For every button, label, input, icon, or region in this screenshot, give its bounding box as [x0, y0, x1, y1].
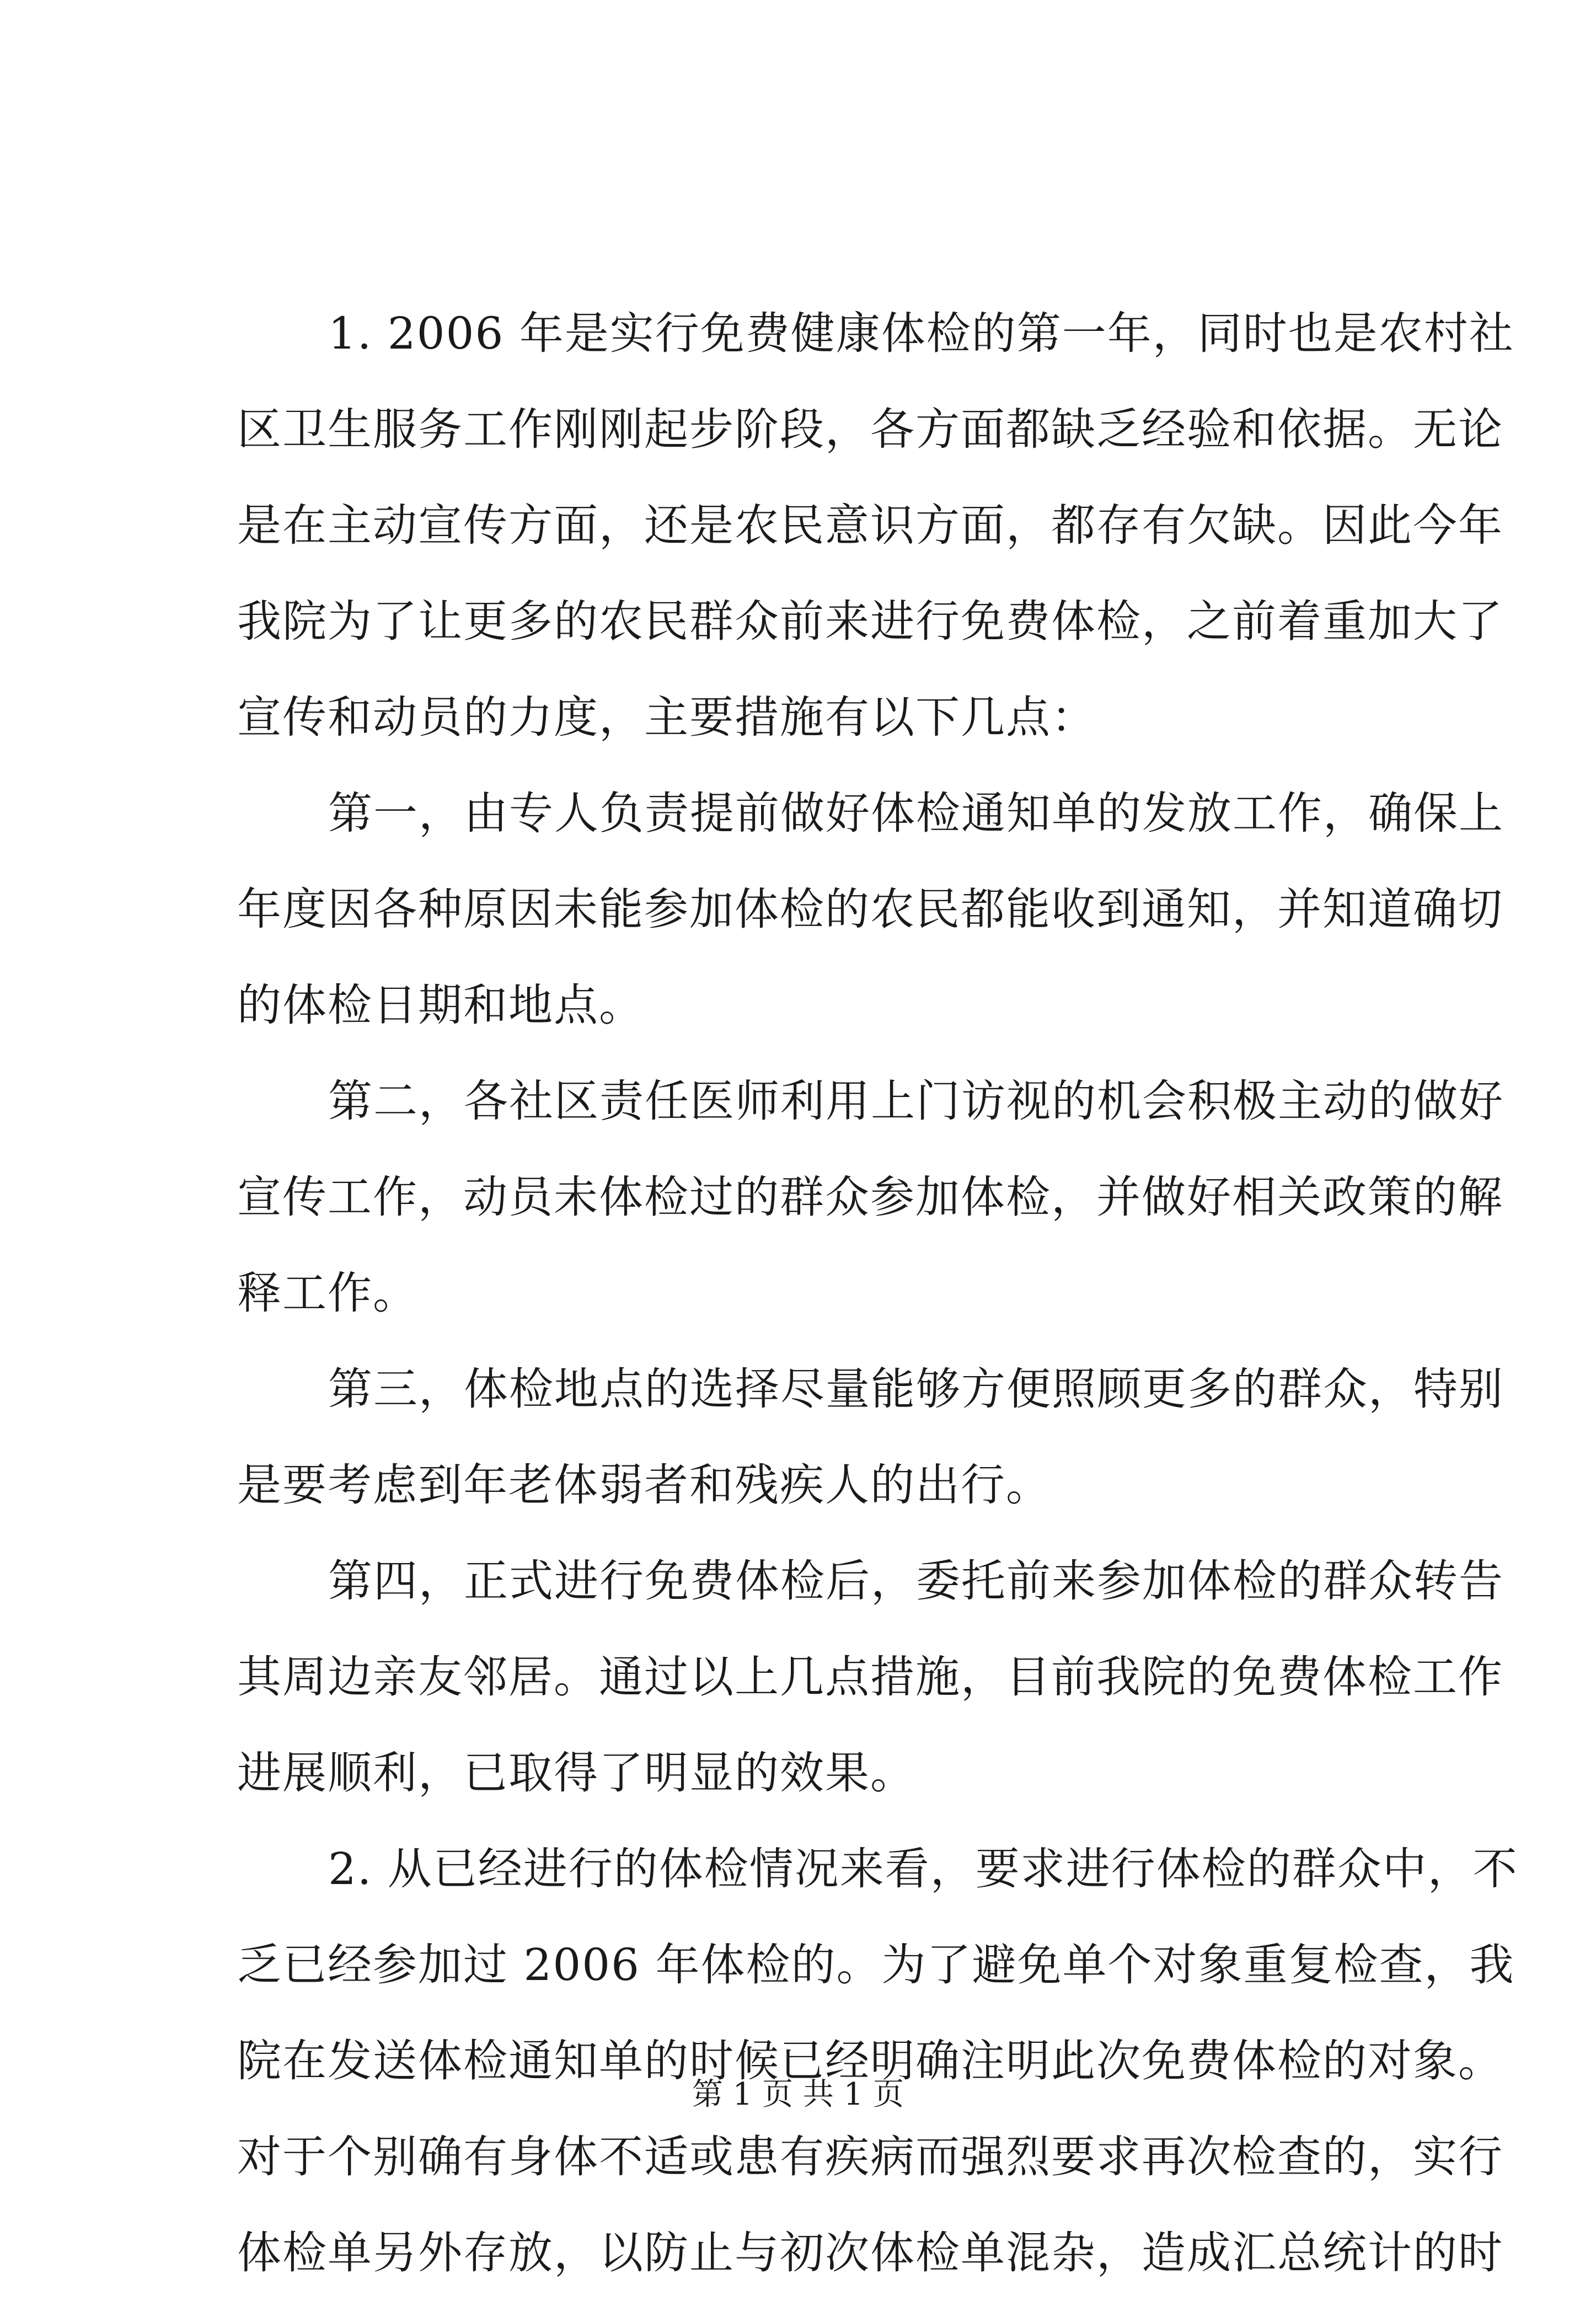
text-line: 院在发送体检通知单的时候已经明确注明此次免费体检的对象。 — [237, 2035, 1503, 2086]
text-line: 体检单另外存放，以防止与初次体检单混杂，造成汇总统计的时 — [237, 2227, 1503, 2278]
text-line: 第一，由专人负责提前做好体检通知单的发放工作，确保上 — [328, 788, 1504, 839]
text-line: 区卫生服务工作刚刚起步阶段，各方面都缺乏经验和依据。无论 — [237, 404, 1503, 455]
text-line: 对于个别确有身体不适或患有疾病而强烈要求再次检查的，实行 — [237, 2131, 1503, 2182]
text-line: 释工作。 — [237, 1267, 418, 1319]
text-line: 其周边亲友邻居。通过以上几点措施，目前我院的免费体检工作 — [237, 1651, 1503, 1703]
text-line: 乏已经参加过 2006 年体检的。为了避免单个对象重复检查，我 — [237, 1939, 1515, 1990]
text-line: 宣传工作，动员未体检过的群众参加体检，并做好相关政策的解 — [237, 1171, 1503, 1223]
document-body — [237, 286, 1518, 2301]
page-footer: 第 1 页 共 1 页 — [692, 2077, 904, 2112]
text-line: 是在主动宣传方面，还是农民意识方面，都存有欠缺。因此今年 — [237, 500, 1503, 551]
text-line: 第三，体检地点的选择尽量能够方便照顾更多的群众，特别 — [328, 1363, 1504, 1415]
text-line: 2. 从已经进行的体检情况来看，要求进行体检的群众中，不 — [328, 1843, 1518, 1895]
text-line: 年度因各种原因未能参加体检的农民都能收到通知，并知道确切 — [237, 884, 1503, 935]
text-line: 进展顺利，已取得了明显的效果。 — [237, 1747, 915, 1799]
text-line: 是要考虑到年老体弱者和残疾人的出行。 — [237, 1459, 1051, 1511]
text-line: 宣传和动员的力度，主要措施有以下几点： — [237, 692, 1096, 743]
text-line: 1. 2006 年是实行免费健康体检的第一年，同时也是农村社 — [328, 308, 1514, 359]
text-line: 我院为了让更多的农民群众前来进行免费体检，之前着重加大了 — [237, 596, 1503, 647]
text-line: 第四，正式进行免费体检后，委托前来参加体检的群众转告 — [328, 1555, 1504, 1607]
text-line: 的体检日期和地点。 — [237, 980, 644, 1031]
text-line: 第二，各社区责任医师利用上门访视的机会积极主动的做好 — [328, 1075, 1504, 1127]
